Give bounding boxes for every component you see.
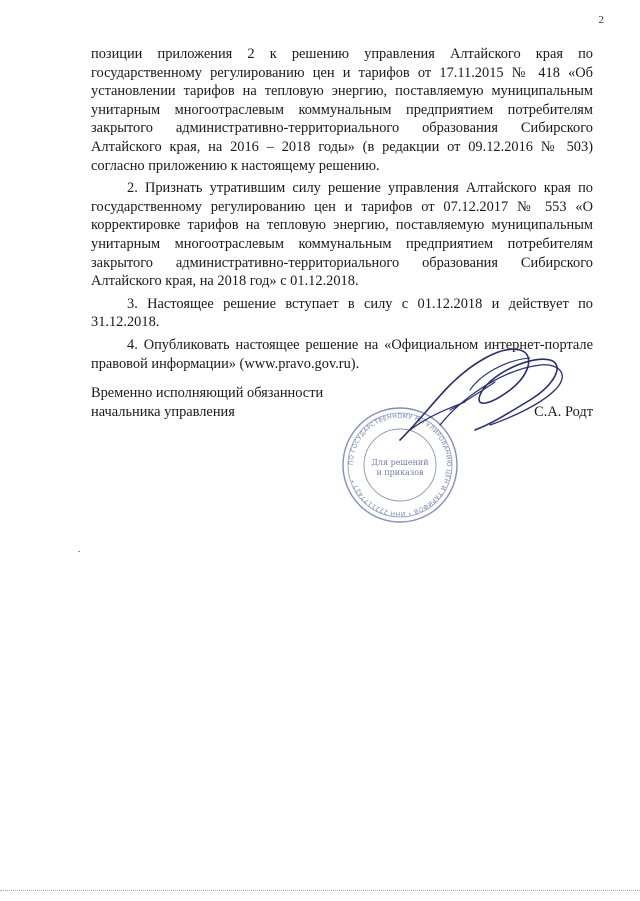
paragraph-3: 3. Настоящее решение вступает в силу с 01.12.2018 и действует по 31.12.2018. [91, 295, 593, 331]
paragraph-2: 2. Признать утратившим силу решение управления Алтайского края по государственному регулированию цен и тарифов от 07.12.2017 № 553 «О корректировке тарифов на тепловую энергию, поставляемую муниципальным унитарным многоотраслевым коммунальным предприятием потребителям закрытого административно-территориального образования Сибирского Алтайского края, на 2018 год» с 01.12.2018. [91, 180, 593, 290]
scan-speck [78, 551, 80, 552]
seal-center-line1: Для решений [371, 458, 429, 467]
page-bottom-edge [0, 890, 640, 891]
document-body [91, 45, 593, 377]
seal-center-line2: и приказов [376, 468, 424, 477]
svg-text:ПО ГОСУДАРСТВЕННОМУ РЕГУЛИРОВА [348, 413, 452, 517]
official-seal [340, 405, 460, 525]
page-number: 2 [598, 14, 604, 26]
paragraph-4: 4. Опубликовать настоящее решение на «Официальном интернет-портале правовой информации» (www.pravo.gov.ru). [91, 336, 593, 372]
signer-name: С.А. Родт [534, 404, 593, 420]
signature-block [91, 384, 593, 422]
paragraph-1: позиции приложения 2 к решению управления Алтайского края по государственному регулированию цен и тарифов от 17.11.2015 № 418 «Об установлении тарифов на тепловую энергию, поставляемую муниципальным унитарным многоотраслевым коммунальным предприятием потребителям закрытого административно-территориального образования Сибирского Алтайского края, на 2016 – 2018 годы» (в редакции от 09.12.2016 № 503) согласно приложению к настоящему решению. [91, 46, 593, 174]
signer-title-line1: Временно исполняющий обязанности [91, 385, 324, 401]
signer-title-line2: начальника управления [91, 404, 235, 420]
seal-ring-text: ПО ГОСУДАРСТВЕННОМУ РЕГУЛИРОВАНИЮ ЦЕН И ТАРИФОВ * ИНН 2221177427 * [347, 412, 453, 518]
